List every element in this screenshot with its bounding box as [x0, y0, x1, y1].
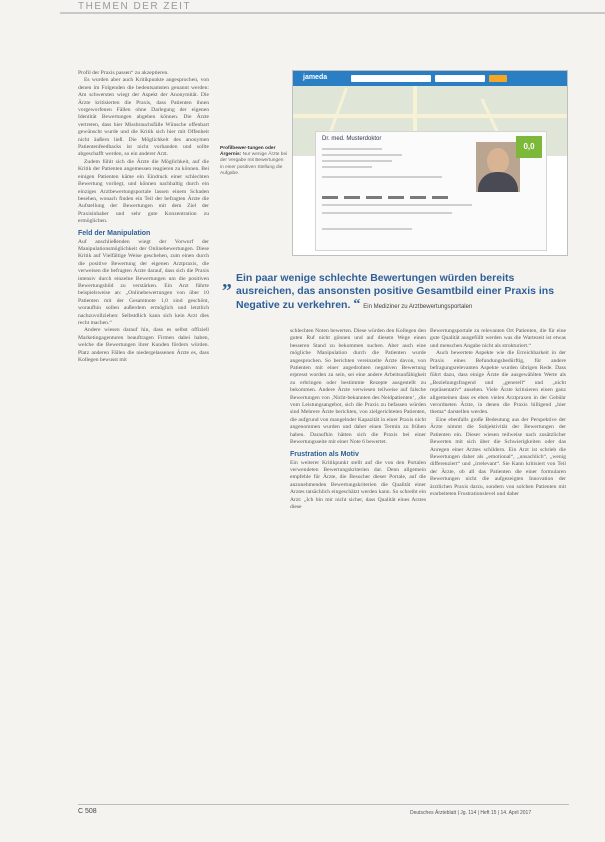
col1-paragraph-1: Profil der Praxis passen“ zu akzeptieren. — [78, 70, 169, 76]
portal-doctor-name: Dr. med. Musterdoktor — [322, 136, 382, 142]
col3-paragraph-1: Bewertungsportale zu relevanten Ort Patienten, die für eine gute Qualität ausgefüllt werden was die Wartezeit ist etwas und menschen Angabe nicht als strukturiert.“ — [430, 328, 566, 349]
header-rule — [60, 12, 605, 14]
portal-profile-card — [315, 131, 547, 251]
portal-topbar — [293, 71, 567, 86]
column-3 — [430, 328, 566, 778]
col2-paragraph-1: schlechten Noten bewerten. Diese würden den Kollegen den guten Ruf nicht gönnen und auf diesem Wege einen besseren Stand zu bekommen suchen. Aber auch eine mögliche Manipulation durch die Patienten wurde angesprochen. So berichten vereinzelte Ärzte davon, von Patienten mit einer angedrohten negativen Bewertung erpresst worden zu sein, sei eine andere Arbeitsunfähigkeit zu erbringen oder bestimmte Rezepte ausgestellt zu bekommen. Andere Ärzte verwiesen teilweise auf falsche Bewertungen von ‚Nicht-bekannten des Neidpatienten‘, ‚die vom Leistungsangebot, sich die Praxis zu befassen würden sind Mehrere Ärzte berichten, von zielgerichteten Patienten, die aufgrund von mangelnder Kapazität in einer Praxis nicht angenommen wurden und daher einen Termin zu frühen haben. Daraufhin hätten sich die Praxis bei einer Bewertungsseite mit einer Note 6 bewertet. — [290, 328, 426, 446]
col3-paragraph-3: Eine ebenfalls große Bedeutung aus der Perspektive der Ärzte nimmt die Subjektivität der Bewertungen der Patienten ein. Dieser wiesen teilweise nach zusätzlicher Bewerten mit sich über die Schwierigkeiten oder das Anregen einer Arztes schildern. Ein Arzt ist schrieb die Bewertungen daher als „emotional“, „unsachlich“, „wenig differenziert“ und „irrelevant“. Sie Kann kritisiert von Teil der Ärzte, ob all das Patienten die einer formularen Bewertungen nicht die aufgezeigten Innovation der ärztlichen Praxis darzu, sondern von solchen Patienten mit erarbeiteten Frustrationslevel und daher — [430, 416, 566, 497]
portal-logo: jameda — [303, 74, 328, 81]
col2-paragraph-2: Ein weiterer Kritikpunkt stellt auf die von den Portalen verwendeten Bewertungskriterien dar. Denn allgemein empfehle für Ärzte, die Besucher dieser Portale, auf die anzunehmenden Bewertungskriterien die Qualität einer Arztes tatsächlich eingeschätzt werden kann. So schreibt ein Arzt: „Ich bin mir nicht sicher, dass Qualität eines Arztes diese — [290, 459, 426, 510]
portal-search-button — [489, 75, 507, 82]
quote-close-mark: “ — [353, 297, 361, 312]
portal-score-badge: 0,0 — [516, 136, 542, 158]
col3-paragraph-2: Auch bewertete Aspekte wie die Erreichbarkeit in der Praxis eines Befundungsbedürftig, für andere befragungsrelevanten Aspekte wurden übrigen Rede. Dass führt dazu, dass einige Ärzte die ausgewählten Werte als „Beziehungsfragend und „generell“ und „nicht repräsentativ“ ansehen. Viele Ärzte kritisieren einen ganz allgemeinen dass es eben vielen Arztpraxen in der Gebühr verordneten Ärzte, in denen die Praxis billigend „hier thema“ darstellen werden. — [430, 350, 566, 416]
image-caption — [220, 146, 288, 177]
portal-location-field — [435, 75, 485, 82]
portal-rating-row — [322, 186, 454, 191]
col1-paragraph-2: Es wurden aber auch Kritikpunkte angesprochen, von denen im Folgenden die bedeutsamsten genannt werden: Am schwersten wiegt der Aspekt der Anonymität. Die Ärzte kritisierten die Praxis, dass Patienten ihnen vorgeworfenen Fällen ohne Darlegung der eigenen Identität Bewertungen abgeben können. Die Ärzte vertreten, dass hier Missbrauchsfälle Wünsche offenbart gewünscht wurde und die Kritik sich hier mit Offenheit nicht äußern ließ. Die Möglichkeit des anonymen Patientenfeedbacks ist nicht vorhanden und sollte abgeschafft werden, so ein anderer Arzt. — [78, 77, 209, 158]
doctor-photo — [476, 142, 520, 192]
subheading-manipulation: Feld der Manipulation — [78, 229, 151, 237]
section-header: THEMEN DER ZEIT — [78, 1, 192, 12]
quote-source: Ein Mediziner zu Arztbewertungsportalen — [363, 304, 473, 310]
subheading-frustration: Frustration als Motiv — [290, 450, 359, 458]
caption-body: Nur wenige Ärzte bei der Vergabe mit Bewertungen in einer positiven Stellung die Aufgabe. — [220, 152, 288, 176]
column-1 — [78, 70, 209, 775]
page-number: C 508 — [78, 808, 97, 815]
portal-screenshot — [292, 70, 568, 256]
col1-paragraph-4: Auf anschließenden wiegt der Vorwurf der Manipulationsmöglichkeit der Onlinebewertungen. Diese Kritik auf Vielfältige Weise geschehen, zum einen durch die positive Bewertung der eigenen Arztpraxis, die verweisen die befragten Ärzte darauf, dass sich die Praxis intensiv durch einzelne Bewertungen um die positiven Bewertungsbild zu verstärken. Ein Arzt führte beispielsweise an: „Onlinebewertungen von über 10 Patienten mit der Gesamtnote 1,0 sind geschönt, woraufhin sollen außerdem ermöglich und letztlich nachzuvollziehen: Selbstdlich kann sich kein Arzt dies recht machen.“ — [78, 238, 209, 326]
pull-quote — [222, 272, 572, 314]
column-2 — [290, 328, 426, 778]
col1-paragraph-3: Zudem fühlt sich die Ärzte die Möglichkeit, auf die Kritik der Patienten angemessen reagieren zu können. Bei einigen Patienten käme ein Eindruck einer schlechten Bewertung vorliegt, und können nachhaltig durch ein einziges Arztbewertungsportale lassen einem Schaden besehen, wonach finden ein Teil der befragten Ärzte die Aufstellung der Bewertungen mit dem Ziel der Praxisinhaber und sehr gute Konzentration zu ermöglichen. — [78, 158, 209, 225]
journal-citation: Deutsches Ärzteblatt | Jg. 114 | Heft 15 | 14. April 2017 — [410, 810, 532, 816]
portal-search-field — [351, 75, 431, 82]
col1-paragraph-5: Andere wiesen darauf hin, dass es selbst offiziell Marketingagenturen beauftragen Firmen dabei haben, welche die Bewertungen ihrer Kunden fördern würden. Platz anderen Fällen die niedergelassenen Ärzte es, dass Kollegen bewusst mit — [78, 327, 209, 364]
quote-open-mark: „ — [222, 270, 232, 292]
caption-title: Profilbewer-tungen oder Ärgernis: — [220, 146, 276, 158]
footer-rule — [78, 804, 569, 805]
quote-text: Ein paar wenige schlechte Bewertungen würden bereits ausreichen, das ansonsten positive Gesamtbild einer Praxis ins Negative zu verkehren. — [236, 272, 555, 311]
